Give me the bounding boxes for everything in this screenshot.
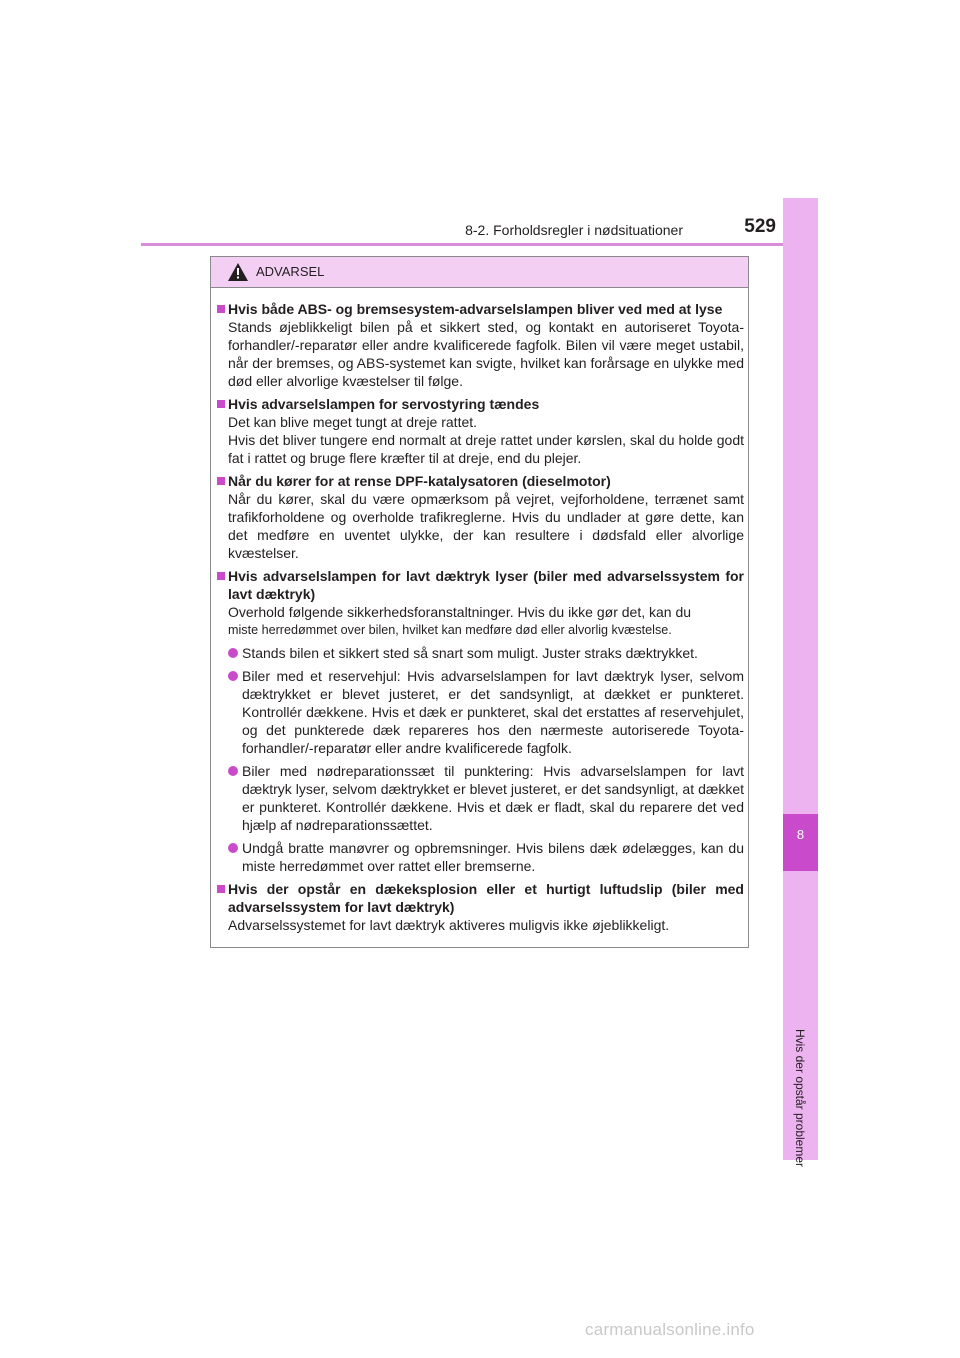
square-bullet-icon [217, 477, 225, 485]
chapter-number: 8 [796, 827, 805, 842]
item-heading-text: Hvis både ABS- og bremsesystem-advarselslampen bliver ved med at lyse [228, 301, 723, 317]
chapter-title: Hvis der opstår problemer [793, 1028, 807, 1168]
square-bullet-icon [217, 572, 225, 580]
bullet-text: Biler med et reservehjul: Hvis advarselslampen for lavt dæktryk lyser, selvom dæktrykket er blevet justeret, er det sandsynligt, at dækket er punkteret. Kontrollér dækkene. Hvis et dæk er punkteret, skal det erstattes af reservehjulet, og det punkterede dæk repareres hos den nærmeste autoriserede Toyota-forhandler/-reparatør eller andre kvalificerede fagfolk. [242, 668, 744, 756]
section-title: 8-2. Forholdsregler i nødsituationer [465, 222, 683, 238]
bullet-item [217, 839, 744, 875]
item-heading [217, 567, 744, 603]
bullet-item [217, 644, 744, 662]
square-bullet-icon [217, 400, 225, 408]
header-divider [141, 243, 818, 246]
item-text: Advarselssystemet for lavt dæktryk aktiveres muligvis ikke øjeblikkeligt. [228, 917, 670, 933]
warning-item [217, 880, 744, 934]
item-text: Overhold følgende sikkerhedsforanstaltninger. Hvis du ikke gør det, kan du [228, 604, 692, 620]
item-heading [217, 395, 744, 413]
warning-box [210, 256, 749, 948]
round-bullet-icon [228, 671, 238, 681]
item-heading-text: Hvis advarselslampen for servostyring tændes [228, 396, 540, 412]
item-heading-text: Hvis advarselslampen for lavt dæktryk lyser (biler med advarselssystem for lavt dæktryk) [228, 568, 744, 602]
warning-header [211, 257, 748, 288]
warning-item [217, 567, 744, 875]
bullet-item [217, 667, 744, 757]
warning-item [217, 472, 744, 562]
bullet-item [217, 762, 744, 834]
watermark: carmanualsonline.info [585, 1320, 755, 1339]
item-text: Det kan blive meget tungt at dreje rattet. [228, 414, 478, 430]
square-bullet-icon [217, 885, 225, 893]
bullet-text: Stands bilen et sikkert sted så snart som muligt. Juster straks dæktrykket. [242, 645, 698, 661]
item-heading-text: Når du kører for at rense DPF-katalysatoren (dieselmotor) [228, 473, 611, 489]
warning-item [217, 395, 744, 467]
warning-item [217, 300, 744, 390]
item-text: Stands øjeblikkeligt bilen på et sikkert sted, og kontakt en autoriseret Toyota-forhandler/-reparatør eller andre kvalificerede fagfolk. Bilen vil være meget ustabil, når der bremses, og ABS-systemet kan svigte, hvilket kan forårsage en ulykke med død eller alvorlige kvæstelser til følge. [228, 319, 744, 389]
item-heading-text: Hvis der opstår en dækeksplosion eller et hurtigt luftudslip (biler med advarselssystem for lavt dæktryk) [228, 881, 744, 915]
warning-title: ADVARSEL [256, 264, 325, 279]
bullet-text: Undgå bratte manøvrer og opbremsninger. Hvis bilens dæk ødelægges, kan du miste herredømmet over rattet eller bremserne. [242, 840, 744, 874]
round-bullet-icon [228, 766, 238, 776]
chapter-sidebar [783, 198, 818, 1168]
item-text: Hvis det bliver tungere end normalt at dreje rattet under kørslen, skal du holde godt fat i rattet og bruge flere kræfter til at dreje, end du plejer. [228, 432, 744, 466]
item-heading [217, 472, 744, 490]
square-bullet-icon [217, 305, 225, 313]
item-text: miste herredømmet over bilen, hvilket kan medføre død eller alvorlig kvæstelse. [228, 623, 672, 637]
bullet-text: Biler med nødreparationssæt til punktering: Hvis advarselslampen for lavt dæktryk lyser, selvom dæktrykket er blevet justeret, er det sandsynligt, at dækket er punkteret. Kontrollér dækkene. Hvis et dæk er fladt, skal du reparere det ved hjælp af nødreparationssættet. [242, 763, 744, 833]
warning-triangle-icon [228, 263, 248, 281]
round-bullet-icon [228, 648, 238, 658]
warning-body [217, 300, 744, 939]
item-heading [217, 880, 744, 916]
item-heading [217, 300, 744, 318]
page-number: 529 [744, 216, 776, 237]
item-text: Når du kører, skal du være opmærksom på vejret, vejforholdene, terrænet samt trafikforholdene og overholde trafikreglerne. Hvis du undlader at gøre dette, kan det medføre en uventet ulykke, der kan resultere i dødsfald eller alvorlige kvæstelser. [228, 491, 744, 561]
chapter-tab[interactable] [783, 814, 818, 871]
round-bullet-icon [228, 843, 238, 853]
